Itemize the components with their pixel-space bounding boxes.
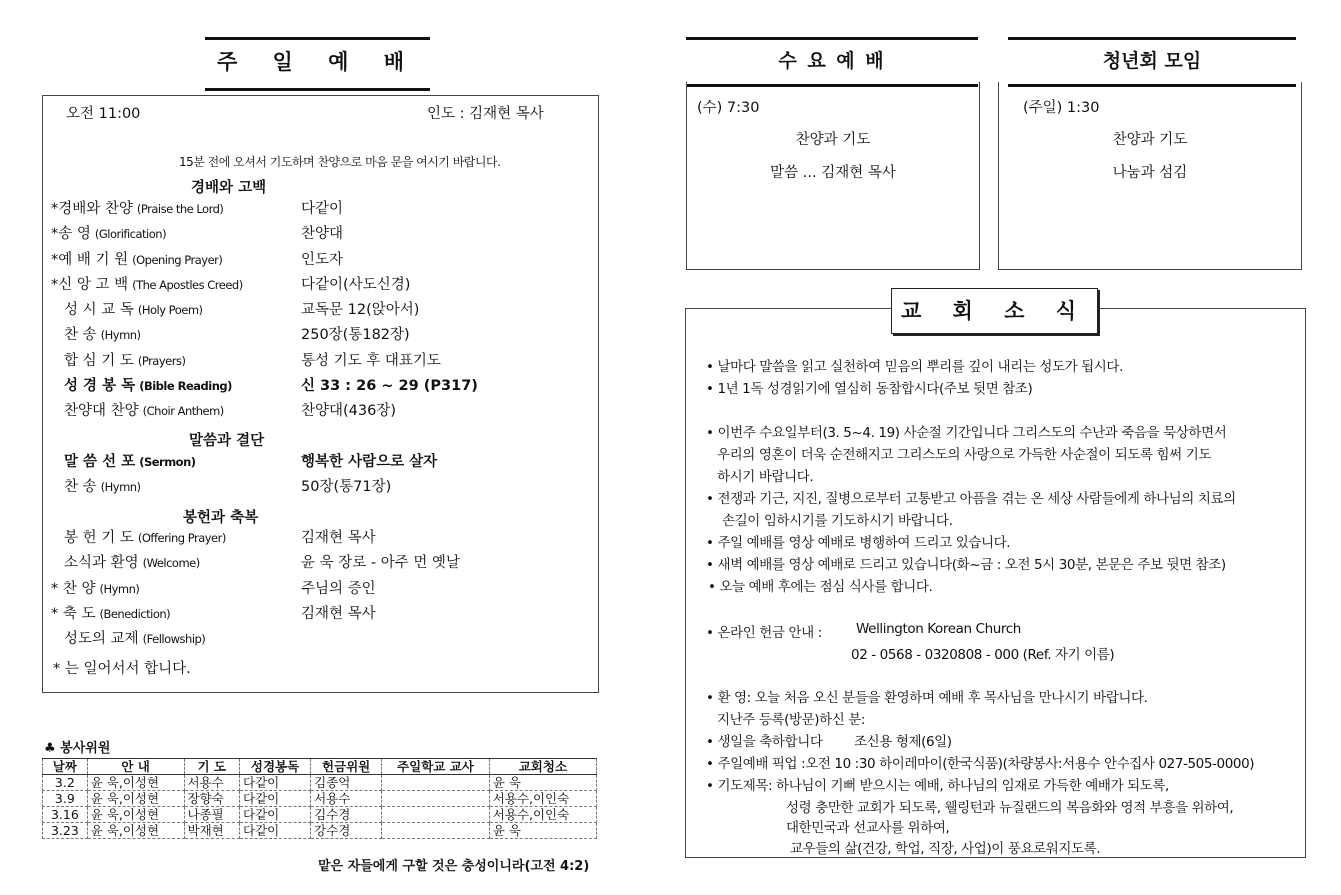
table-cell: 3.23: [43, 823, 88, 839]
wednesday-line: 말씀 ... 김재현 목사: [770, 165, 896, 181]
order-item-value: 다같이: [301, 201, 344, 217]
youth-box: [998, 82, 1302, 270]
sunday-order-box: [42, 95, 599, 693]
table-cell: 윤 욱: [489, 823, 596, 839]
order-item-english: (Hymn): [100, 480, 141, 494]
order-item: [64, 349, 185, 370]
table-row: [43, 807, 597, 823]
news-item: 대한민국과 선교사를 위하여,: [786, 820, 950, 836]
section-heading: 말씀과 결단: [189, 433, 265, 449]
order-item: [64, 298, 203, 319]
table-cell: 강수경: [311, 823, 382, 839]
order-item: [64, 323, 141, 344]
table-cell: 장향숙: [184, 791, 240, 807]
order-item-value: 250장(통182장): [301, 327, 410, 343]
news-item: 우리의 영혼이 더욱 순전해지고 그리스도의 사랑으로 가득한 사순절이 되도록 힘써 기도: [717, 447, 1211, 463]
order-item-name: * 찬 양: [51, 581, 96, 597]
order-item-value: 찬양대(436장): [301, 403, 397, 419]
table-cell: 윤 욱,이성현: [87, 775, 184, 791]
news-item: • 기도제목: 하나님이 기뻐 받으시는 예배, 하나님의 임재로 가득한 예배가 되도록,: [706, 778, 1169, 794]
news-item: 교우들의 삶(건강, 학업, 직장, 사업)이 풍요로워지도록.: [790, 841, 1101, 857]
news-item: • 이번주 수요일부터(3. 5~4. 19) 사순절 기간입니다 그리스도의 수난과 죽음을 묵상하면서: [706, 425, 1227, 441]
order-item: [51, 273, 243, 294]
news-item: • 주일예배 픽업 :오전 10 :30 하이레마이(한국식품)(차량봉사:서용수 안수집사 027-505-0000): [706, 756, 1255, 772]
table-cell: 나종필: [184, 807, 240, 823]
table-cell: 김종억: [311, 775, 382, 791]
order-item-name: 합 심 기 도: [64, 353, 134, 369]
order-item-english: (Hymn): [99, 582, 140, 596]
table-cell: 다같이: [240, 807, 311, 823]
table-row: [43, 775, 597, 791]
order-item-english: (Choir Anthem): [142, 404, 224, 418]
news-item: 손길이 임하시기를 기도하시기 바랍니다.: [722, 513, 953, 529]
order-item-english: (Offering Prayer): [137, 531, 226, 545]
table-cell: 서용수: [184, 775, 240, 791]
table-row: [43, 791, 597, 807]
table-cell: [382, 823, 490, 839]
order-item: [51, 248, 222, 269]
order-item-english: (Praise the Lord): [136, 202, 224, 216]
table-cell: [382, 791, 490, 807]
arrival-notice: 15분 전에 오셔서 기도하며 찬양으로 마음 문을 여시기 바랍니다.: [179, 155, 501, 169]
news-item: • 생일을 축하합니다: [706, 734, 823, 750]
news-item: 지난주 등록(방문)하신 분:: [717, 712, 866, 728]
order-item-english: (Benediction): [99, 607, 171, 621]
table-cell: 박재현: [184, 823, 240, 839]
table-cell: 윤 욱: [489, 775, 596, 791]
news-item: 성령 충만한 교회가 되도록, 웰링턴과 뉴질랜드의 복음화와 영적 부흥을 위하여,: [786, 800, 1234, 816]
order-item: [51, 222, 166, 243]
order-item-name: 봉 헌 기 도: [64, 530, 134, 546]
order-item-name: 성 경 봉 독: [64, 378, 136, 394]
order-item: [64, 399, 224, 420]
order-item: [64, 475, 141, 496]
table-cell: 다같이: [240, 823, 311, 839]
volunteers-table: [42, 758, 597, 839]
order-item-value: 윤 욱 장로 - 아주 먼 옛날: [301, 555, 460, 571]
wednesday-line: 찬양과 기도: [795, 132, 871, 148]
order-item-value: 행복한 사람으로 살자: [301, 454, 438, 470]
order-item-english: (Opening Prayer): [132, 253, 223, 267]
column-header: 안 내: [87, 759, 184, 775]
order-item-english: (Bible Reading): [139, 379, 232, 393]
news-item: • 전쟁과 기근, 지진, 질병으로부터 고통받고 아픔을 겪는 온 세상 사람들에게 하나님의 치료의: [706, 491, 1236, 507]
order-item-value: 김재현 목사: [301, 530, 376, 546]
order-item: [64, 551, 200, 572]
service-leader: 인도 : 김재현 목사: [427, 106, 544, 122]
order-item: [51, 577, 139, 598]
sunday-worship-title: 주 일 예 배: [205, 37, 430, 91]
order-item-name: 찬 송: [64, 327, 97, 343]
order-item-value: 신 33 : 26 ~ 29 (P317): [301, 378, 478, 394]
table-cell: 서용수,이인숙: [489, 791, 596, 807]
order-item-name: *신 앙 고 백: [51, 277, 129, 293]
news-item: • 새벽 예배를 영상 예배로 드리고 있습니다(화~금 : 오전 5시 30분, 본문은 주보 뒷면 참조): [706, 557, 1226, 573]
table-cell: 서용수,이인숙: [489, 807, 596, 823]
order-item-name: 찬 송: [64, 479, 97, 495]
order-item-name: * 축 도: [51, 606, 96, 622]
order-item-value: 다같이(사도신경): [301, 277, 411, 293]
service-time: 오전 11:00: [66, 106, 141, 122]
table-cell: 윤 욱,이성현: [87, 823, 184, 839]
youth-time: (주일) 1:30: [1023, 100, 1100, 116]
table-cell: 3.9: [43, 791, 88, 807]
column-header: 헌금위원: [311, 759, 382, 775]
order-item: [64, 374, 232, 395]
order-item-name: 소식과 환영: [64, 555, 139, 571]
table-cell: 김수경: [311, 807, 382, 823]
news-item: • 주일 예배를 영상 예배로 병행하여 드리고 있습니다.: [706, 535, 1011, 551]
news-item: • 환 영: 오늘 처음 오신 분들을 환영하며 예배 후 목사님을 만나시기 바랍니다.: [706, 690, 1148, 706]
order-item-value: 주님의 증인: [301, 581, 376, 597]
order-item-value: 김재현 목사: [301, 606, 376, 622]
order-item-name: *송 영: [51, 226, 91, 242]
news-item: • 오늘 예배 후에는 점심 식사를 합니다.: [708, 579, 933, 595]
wednesday-time: (수) 7:30: [697, 100, 760, 116]
news-item: • 온라인 헌금 안내 :: [706, 625, 822, 641]
wednesday-box: [686, 82, 980, 270]
standing-footnote: * 는 일어서서 합니다.: [53, 661, 191, 677]
news-item: • 1년 1독 성경읽기에 열심히 동참합시다(주보 뒷면 참조): [706, 381, 1033, 397]
order-item-english: (The Apostles Creed): [132, 278, 243, 292]
table-row: [43, 823, 597, 839]
wednesday-worship-title: 수 요 예 배: [686, 37, 978, 87]
column-header: 주일학교 교사: [382, 759, 490, 775]
youth-meeting-title: 청년회 모임: [1008, 37, 1296, 87]
order-item-name: *예 배 기 원: [51, 252, 129, 268]
order-item: [51, 602, 170, 623]
table-cell: 윤 욱,이성현: [87, 791, 184, 807]
news-item: 조신용 형제(6일): [854, 734, 952, 750]
order-item-name: 성도의 교제: [64, 631, 139, 647]
column-header: 날짜: [43, 759, 88, 775]
news-item: 하시기 바랍니다.: [717, 469, 814, 485]
order-item: [64, 526, 226, 547]
table-cell: 다같이: [240, 775, 311, 791]
youth-line: 찬양과 기도: [1112, 132, 1188, 148]
order-item-english: (Fellowship): [142, 632, 206, 646]
table-cell: 3.2: [43, 775, 88, 791]
order-item-name: 말 씀 선 포: [64, 454, 136, 470]
order-item-english: (Holy Poem): [137, 303, 203, 317]
table-header-row: [43, 759, 597, 775]
volunteers-title: ♣ 봉사위원: [44, 741, 111, 756]
youth-line: 나눔과 섬김: [1112, 165, 1188, 181]
table-cell: [382, 775, 490, 791]
order-item-name: *경배와 찬양: [51, 201, 133, 217]
news-item: • 날마다 말씀을 읽고 실천하여 믿음의 뿌리를 깊이 내리는 성도가 됩시다.: [706, 359, 1123, 375]
order-item-english: (Glorification): [94, 227, 167, 241]
order-item-value: 통성 기도 후 대표기도: [301, 353, 441, 369]
column-header: 성경봉독: [240, 759, 311, 775]
order-item-value: 찬양대: [301, 226, 344, 242]
order-item-english: (Welcome): [142, 556, 200, 570]
section-heading: 경배와 고백: [191, 180, 267, 196]
church-news-title: 교 회 소 식: [891, 288, 1098, 334]
section-heading: 봉헌과 축복: [183, 510, 259, 526]
order-item-english: (Prayers): [137, 354, 186, 368]
column-header: 교회청소: [489, 759, 596, 775]
order-item-english: (Sermon): [139, 455, 196, 469]
table-cell: 다같이: [240, 791, 311, 807]
news-item: Wellington Korean Church: [856, 621, 1021, 637]
church-news-box: [685, 308, 1306, 858]
order-item: [64, 450, 196, 471]
table-cell: 3.16: [43, 807, 88, 823]
column-header: 기 도: [184, 759, 240, 775]
table-cell: 서용수: [311, 791, 382, 807]
order-item: [51, 197, 223, 218]
news-item: 02 - 0568 - 0320808 - 000 (Ref. 자기 이름): [851, 647, 1115, 663]
scripture-verse: 맡은 자들에게 구할 것은 충성이니라(고전 4:2): [318, 859, 590, 874]
order-item-english: (Hymn): [100, 328, 141, 342]
order-item-value: 인도자: [301, 252, 344, 268]
table-cell: 윤 욱,이성현: [87, 807, 184, 823]
order-item-value: 50장(통71장): [301, 479, 392, 495]
order-item-name: 성 시 교 독: [64, 302, 134, 318]
order-item-name: 찬양대 찬양: [64, 403, 139, 419]
table-cell: [382, 807, 490, 823]
order-item: [64, 627, 205, 648]
order-item-value: 교독문 12(앉아서): [301, 302, 420, 318]
